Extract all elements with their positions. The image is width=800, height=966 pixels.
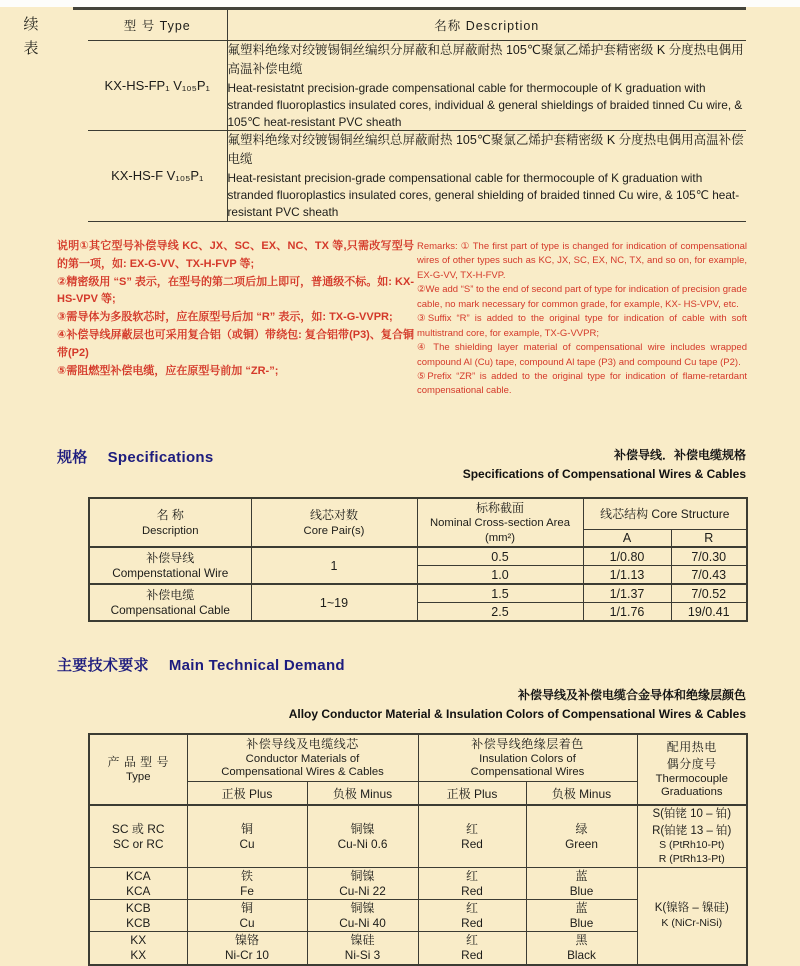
minus-column-header: 负极 Minus [307,782,418,806]
conductor-plus-cell [187,805,307,867]
cell-english: Red [461,837,483,852]
tech-table-caption [289,686,746,724]
cell-chinese: KX [130,933,147,948]
core-pairs-column-header [251,498,417,547]
cell-english: KX [130,948,147,963]
description-column-header: 名称 Description [227,10,746,41]
description-english: Heat-resistatnt precision-grade compensational cable for thermocouple of K graduation with stranded fluoroplastics insulated cores, individual & general shieldings of braided tinned Cu wire, & 105℃ heat-resistant PVC sheath [227,81,743,129]
table-row [89,805,747,867]
type-description-cell [227,131,746,221]
conductor-minus-cell [307,931,418,965]
insulation-minus-cell [526,931,637,965]
product-type-cell [89,899,187,931]
cell-english: SC or RC [113,837,164,852]
heading-english: Specifications [107,449,214,466]
cross-section-column-header [417,498,583,547]
product-type-column-header [89,734,187,805]
cell-chinese: 红 [465,821,478,836]
section-heading-technical-demand [57,654,345,675]
description-chinese: 氟塑料绝缘对绞镀锡铜丝编织分屏蔽和总屏蔽耐热 105℃聚氯乙烯护套精密级 K 分度热电偶用高温补偿电缆 [227,43,744,76]
cell-english: Cu [239,837,255,852]
header-english: Conductor Materials of [245,752,360,765]
cell-chinese: 蓝 [575,868,588,883]
table-row [89,547,747,566]
table-row [88,41,746,131]
cell-english: Red [461,915,483,930]
conductor-materials-group-header [187,734,418,782]
structure-a-value: 1/0.80 [583,547,671,566]
cell-english: Ni-Si 3 [344,948,381,963]
conductor-plus-cell [187,931,307,965]
graduation-line: K (NiCr-NiSi) [661,917,723,930]
product-name-cell [89,584,251,621]
plus-column-header: 正极 Plus [418,782,526,806]
structure-a-value: 1/1.37 [583,584,671,603]
graduation-line: R (PtRh13-Pt) [658,852,725,865]
continued-table-label [22,13,40,61]
cell-chinese: SC 或 RC [111,821,165,836]
spec-header-row-1 [89,498,747,530]
insulation-minus-cell [526,899,637,931]
core-pairs-value: 1 [251,547,417,584]
caption-english: Specifications of Compensational Wires & Cables [462,467,746,481]
column-a-header: A [583,530,671,548]
name-chinese: 补偿导线 [146,550,195,565]
insulation-plus-cell [418,867,526,899]
header-chinese: 线芯对数 [309,508,358,523]
type-code: KX-HS-FP₁ V₁₀₅P₁ [88,41,227,131]
conductor-plus-cell [187,867,307,899]
remark-item: 说明①其它型号补偿导线 KC、JX、SC、EX、NC、TX 等,只需改写型号的第一项，如: EX-G-VV、TX-H-FVP 等; [57,240,414,270]
remarks-english [417,240,747,399]
remark-item: ④补偿导线屏蔽层也可采用复合铝（或铜）带绕包: 复合铝带(P3)、复合铜带(P2) [57,329,414,359]
table-row [88,131,746,221]
cell-english: Red [461,948,483,963]
header-chinese: 产 品 型 号 [107,755,169,770]
cell-english: KCB [126,915,151,930]
area-value: 1.0 [417,566,583,585]
graduation-line: R(铂铑 13 – 铂) [652,824,732,837]
type-description-cell [227,41,746,131]
remark-item: ③Suffix “R” is added to the original type for indication of cable with soft multistrand core, for example, TX-G-VVPR; [417,313,747,339]
table-row [89,584,747,603]
name-english: Compensational Cable [110,602,230,617]
product-type-cell [89,805,187,867]
cell-english: Blue [569,915,594,930]
header-english: Description [141,524,199,537]
header-bilingual: 线芯结构 Core Structure [600,506,730,521]
insulation-plus-cell [418,899,526,931]
remark-item: ⑤需阻燃型补偿电缆，应在原型号前加 “ZR-”; [57,364,279,377]
cell-english: Cu [239,915,255,930]
structure-r-value: 19/0.41 [671,603,747,622]
cell-chinese: 铜镍 [350,868,375,883]
header-english: Graduations [660,786,723,799]
continued-char-2: 表 [23,40,39,57]
remark-item: Remarks: ① The first part of type is changed for indication of compensational wires of other types such as KC, JX, SC, EX, NC, TX, and so on, for example, EX-G-VV, TX-H-FVP. [417,241,747,281]
cell-chinese: 红 [465,933,478,948]
product-name-cell [89,547,251,584]
cell-english: Blue [569,883,594,898]
graduation-line: S(铂铑 10 – 铂) [652,808,732,820]
cell-english: Green [565,837,598,852]
plus-column-header: 正极 Plus [187,782,307,806]
cell-chinese: 铜 [240,821,253,836]
cell-english: Ni-Cr 10 [225,948,269,963]
area-value: 0.5 [417,547,583,566]
column-r-header: R [671,530,747,548]
cell-chinese: 蓝 [575,900,588,915]
cell-english: Cu-Ni 40 [339,915,386,930]
graduation-line: S (PtRh10-Pt) [659,839,725,852]
conductor-minus-cell [307,805,418,867]
remark-item: ④ The shielding layer material of compensational wire includes wrapped compound Al (Cu) tape, compound Al tape (P3) and compound Cu tape (P2). [417,342,747,368]
cell-english: Cu-Ni 22 [339,883,386,898]
area-value: 2.5 [417,603,583,622]
conductor-minus-cell [307,899,418,931]
cell-english: Red [461,883,483,898]
heading-english: Main Technical Demand [168,657,345,674]
cell-chinese: 红 [465,900,478,915]
header-english: Core Pair(s) [303,524,365,537]
conductor-minus-cell [307,867,418,899]
description-column-header [89,498,251,547]
cell-chinese: 铜镍 [350,821,375,836]
remark-item: ②精密级用 “S” 表示，在型号的第二项后加上即可，普通级不标。如: KX-HS-VPV 等; [57,275,414,306]
cell-chinese: 红 [465,868,478,883]
header-english: Compensational Wires & Cables [221,766,384,779]
type-code: KX-HS-F V₁₀₅P₁ [88,131,227,221]
area-value: 1.5 [417,584,583,603]
cell-chinese: 铜 [240,900,253,915]
thermocouple-graduations-column-header [637,734,747,805]
specifications-table [88,497,748,622]
insulation-minus-cell [526,805,637,867]
cell-chinese: 黑 [575,933,588,948]
description-chinese: 氟塑料绝缘对绞镀锡铜丝编织总屏蔽耐热 105℃聚氯乙烯护套精密级 K 分度热电偶用高温补偿电缆 [227,133,744,167]
cell-chinese: KCA [125,868,151,883]
caption-chinese: 补偿导线及补偿电缆合金导体和绝缘层颜色 [517,688,746,702]
cell-chinese: 铁 [240,868,253,883]
remark-item: ③需导体为多股软芯时，应在原型号后加 “R” 表示，如: TX-G-VVPR; [57,311,393,324]
tech-header-row-1 [89,734,747,782]
cell-english: Black [567,948,596,963]
cell-english: KCA [126,883,151,898]
header-chinese: 配用热电 [666,740,717,755]
product-type-cell [89,867,187,899]
type-table-header-row [88,10,746,41]
header-chinese: 名 称 [156,508,184,523]
description-english: Heat-resistant precision-grade compensational cable for thermocouple of K graduation with stranded fluoroplastics insulated cores, general shielding of braided tinned Cu wire, & 105℃ heat-resistant PVC sheath [227,171,740,219]
type-description-table [88,10,746,222]
graduation-line: K(镍铬 – 镍硅) [654,902,729,915]
remark-item: ②We add “S” to the end of second part of type for indication of precision grade cable, no mark necessary for common grade, for example, KX- HS-VPV, etc. [417,284,747,310]
cell-english: Cu-Ni 0.6 [337,837,388,852]
header-chinese: 补偿导线及电缆线芯 [246,737,359,752]
core-pairs-value: 1~19 [251,584,417,621]
cell-chinese: 铜镍 [350,900,375,915]
type-column-header: 型 号 Type [88,10,227,41]
header-english: Thermocouple [655,772,728,785]
insulation-plus-cell [418,805,526,867]
cell-chinese: 绿 [575,821,588,836]
structure-r-value: 7/0.30 [671,547,747,566]
caption-english: Alloy Conductor Material & Insulation Colors of Compensational Wires & Cables [288,707,746,721]
header-chinese: 补偿导线绝缘层着色 [471,737,584,752]
heading-chinese: 主要技术要求 [57,657,149,674]
remarks-chinese [57,238,414,381]
heading-chinese: 规格 [57,449,88,466]
table-row [89,867,747,899]
header-chinese: 偶分度号 [666,756,717,771]
cell-english: Fe [240,883,254,898]
graduations-k-cell [637,867,747,964]
structure-r-value: 7/0.52 [671,584,747,603]
product-type-cell [89,931,187,965]
header-english: Nominal Cross-section Area (mm²) [429,517,570,544]
header-chinese: 标称截面 [475,501,524,516]
section-heading-specifications [57,446,214,467]
alloy-conductor-insulation-colors-table [88,733,748,966]
page-top-white-strip [0,0,800,7]
insulation-colors-group-header [418,734,637,782]
header-english: Insulation Colors of [479,752,576,765]
graduations-sr-cell [637,805,747,867]
remark-item: ⑤Prefix “ZR” is added to the original type for indication of flame-retardant compensational cable. [417,370,747,397]
cell-chinese: 镍硅 [350,933,375,948]
header-english: Compensational Wires [470,766,585,779]
structure-r-value: 7/0.43 [671,566,747,585]
cell-chinese: 镍铬 [234,933,259,948]
spec-table-caption [463,446,746,484]
insulation-minus-cell [526,867,637,899]
minus-column-header: 负极 Minus [526,782,637,806]
header-english: Type [126,771,151,784]
name-chinese: 补偿电缆 [146,587,195,602]
structure-a-value: 1/1.76 [583,603,671,622]
continued-char-1: 续 [23,16,39,33]
core-structure-group-header [583,498,747,530]
conductor-plus-cell [187,899,307,931]
insulation-plus-cell [418,931,526,965]
caption-chinese: 补偿导线．补偿电缆规格 [613,448,746,462]
name-english: Compenstational Wire [112,565,229,580]
structure-a-value: 1/1.13 [583,566,671,585]
cell-chinese: KCB [125,900,151,915]
